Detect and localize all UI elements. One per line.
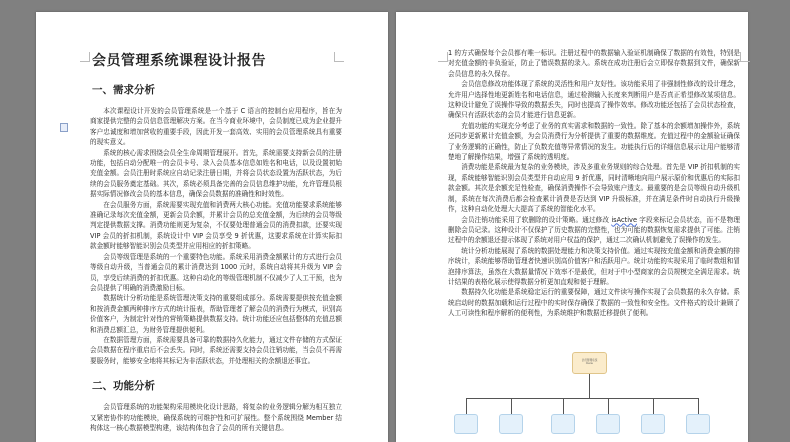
connector-line: [589, 374, 590, 398]
page-2-content[interactable]: [448, 48, 740, 319]
section-heading: 二、功能分析: [92, 380, 155, 393]
margin-corner: [740, 52, 750, 62]
text-run: 字段来标记会员状态，而不是物理删除会员记录。这种设计不仅保护了历史数据的完整性，也为可能的数据恢复需求提供了可能。注销过程中的余额退还提示体现了系统对用户权益的保护，通过二次确认机制避免了误操作的发生。: [448, 215, 740, 245]
connector-line: [466, 398, 467, 414]
node-sublabel: menu: [585, 362, 594, 365]
paragraph: 在会员服务方面，系统需要实现充值和消费两大核心功能。充值功能要求系统能够准确记录每次充值金额，更新会员余额，并累计会员的总充值金额，为后续的会员等级判定提供数据支撑。消费功能则更为复杂，不仅要处理普通会员的消费扣款，还要实现 VIP 会员的折扣机制，系统设计中 VIP 会员享受 9 折优惠，这要求系统在计算实际扣款金额时能够智能识别会员类型并应用相应的折扣策略。: [90, 200, 342, 251]
diagram-child-node[interactable]: [551, 414, 575, 434]
connector-line: [608, 398, 609, 414]
diagram-child-node[interactable]: [641, 414, 665, 434]
diagram-child-node[interactable]: [686, 414, 710, 434]
paragraph: 在数据管理方面，系统需要具备可靠的数据持久化能力，通过文件存储的方式保证会员数据在程序重启后不会丢失。同时，系统还需要支持会员注销功能，当会员不再需要服务时，能够安全地将其标记为非活跃状态，并处理相关的余额退还事宜。: [90, 335, 342, 365]
diagram-root-node[interactable]: [572, 352, 607, 374]
section-heading: 一、需求分析: [92, 84, 155, 96]
paragraph: 消费功能是系统最为复杂的业务模块，涉及多重业务规则的综合处理。首先是 VIP 折扣机制的实现，系统能够智能识别会员类型并自动应用 9 折优惠，同时清晰地向用户展示原价和优惠后的实际扣款金额。其次是余额充足性检查，确保消费操作不会导致账户透支。最重要的是会员等级自动升级机制，系统在每次消费后都会检查累计消费是否达到 VIP 升级标准，并在满足条件时自动执行升级操作，这种自动化处理大大提高了系统的智能化水平。: [448, 163, 740, 214]
paragraph: 统计分析功能展现了系统的数据处理能力和决策支持价值。通过实现按充值金额和消费金额的排序统计，系统能够帮助管理者快速识别高价值客户和活跃用户。统计功能的实现采用了临时数组和冒泡排序算法，虽然在大数据量情况下效率不是最优，但对于中小型商家的会员规模完全满足需求。统计结果的表格化展示使得数据分析更加直观和便于理解。: [448, 246, 740, 286]
document-page-2: [396, 12, 748, 442]
page-1-content[interactable]: [90, 50, 342, 433]
node-label: 会员管理系统: [581, 359, 598, 362]
paragraph: 系统的核心需求围绕会员全生命周期管理展开。首先，系统需要支持新会员的注册功能，包括自动分配唯一的会员卡号、录入会员基本信息如姓名和电话，以及设置初始充值金额。会员注册时系统应自动记录注册日期，并将会员状态设置为活跃状态，为后续的会员服务奠定基础。其次，系统必须具备完善的会员信息维护功能，允许管理员根据实际情况修改会员的基本信息，确保会员数据的准确性和时效性。: [90, 148, 342, 199]
paragraph: 会员信息修改功能体现了系统的灵活性和用户友好性。该功能采用了非强制性修改的设计理念，允许用户选择性地更新姓名和电话信息，通过检测输入长度来判断用户是否真正希望修改某项信息。这种设计避免了误操作导致的数据丢失，同时也提高了操作效率。修改功能还包括了会员状态检查，确保只有活跃状态的会员才能进行信息更新。: [448, 80, 740, 120]
paragraph-options-icon[interactable]: [60, 123, 68, 132]
paragraph: [448, 215, 740, 246]
paragraph: 会员管理系统的功能架构采用模块化设计思路，将复杂的业务逻辑分解为相互独立又紧密协作的功能模块，确保系统的可维护性和可扩展性。整个系统围绕 Member 结构体这一核心数据模型构建，该结构体包含了会员的所有关键信息。: [90, 403, 342, 432]
connector-line: [563, 398, 564, 414]
paragraph: 会员等级管理是系统的一个重要特色功能。系统采用消费金额累计的方式进行会员等级自动升级，当普通会员的累计消费达到 1000 元时，系统自动将其升级为 VIP 会员，享受后续消费的折扣优惠。这种自动化的等级管理机制不仅减少了人工干预，也为会员提供了明确的消费激励目标。: [90, 252, 342, 292]
document-page-1: [36, 12, 388, 442]
margin-corner: [80, 52, 90, 62]
document-title: 会员管理系统课程设计报告: [92, 53, 266, 69]
paragraph: 本次课程设计开发的会员管理系统是一个基于 C 语言的控制台应用程序，旨在为商家提供完整的会员信息管理解决方案。在当今商业环境中，会员制度已成为企业提升客户忠诚度和增加营收的重要手段，因此开发一套高效、实用的会员管理系统具有重要的现实意义。: [90, 107, 342, 147]
diagram-child-node[interactable]: [499, 414, 523, 434]
diagram-child-node[interactable]: [454, 414, 478, 434]
connector-line: [466, 398, 699, 399]
paragraph: 数据持久化功能是系统稳定运行的重要保障，通过文件读写操作实现了会员数据的永久存储。系统启动时的数据加载和运行过程中的实时保存确保了数据的一致性和安全性。文件格式的设计兼顾了人工可读性和程序解析的便利性，为系统维护和数据迁移提供了便利。: [448, 288, 740, 318]
connector-line: [511, 398, 512, 414]
connector-line: [653, 398, 654, 414]
margin-corner: [438, 52, 448, 62]
connector-line: [698, 398, 699, 414]
paragraph: 数据统计分析功能是系统管理决策支持的重要组成部分。系统需要提供按充值金额和按消费金额两种排序方式的统计报表，帮助管理者了解会员的消费行为模式，识别高价值客户，为制定针对性的营销策略提供数据支持。统计功能还应包括整体的充值总额和消费总额汇总，为财务管理提供便利。: [90, 294, 342, 334]
paragraph: 充值功能的实现充分考虑了业务的真实需求和数据的一致性。除了基本的余额增加操作外，系统还同步更新累计充值金额，为会员消费行为分析提供了重要的数据维度。充值过程中的金额验证确保了业务逻辑的正确性，防止了负数充值等异常情况的发生。功能执行后的详细信息展示让用户能够清楚地了解操作结果，增强了系统的透明度。: [448, 121, 740, 162]
diagram-child-node[interactable]: [596, 414, 620, 434]
paragraph: 1 的方式确保每个会员都有唯一标识。注册过程中的数据输入验证机制确保了数据的有效性，特别是对充值金额的非负验证，防止了错误数据的录入。系统在成功注册后会立即保存数据到文件，确保新会员信息的永久保存。: [448, 49, 740, 78]
text-run: 会员注销功能采用了软删除的设计策略。通过修改: [461, 215, 612, 224]
field-name: isActive: [611, 215, 638, 224]
